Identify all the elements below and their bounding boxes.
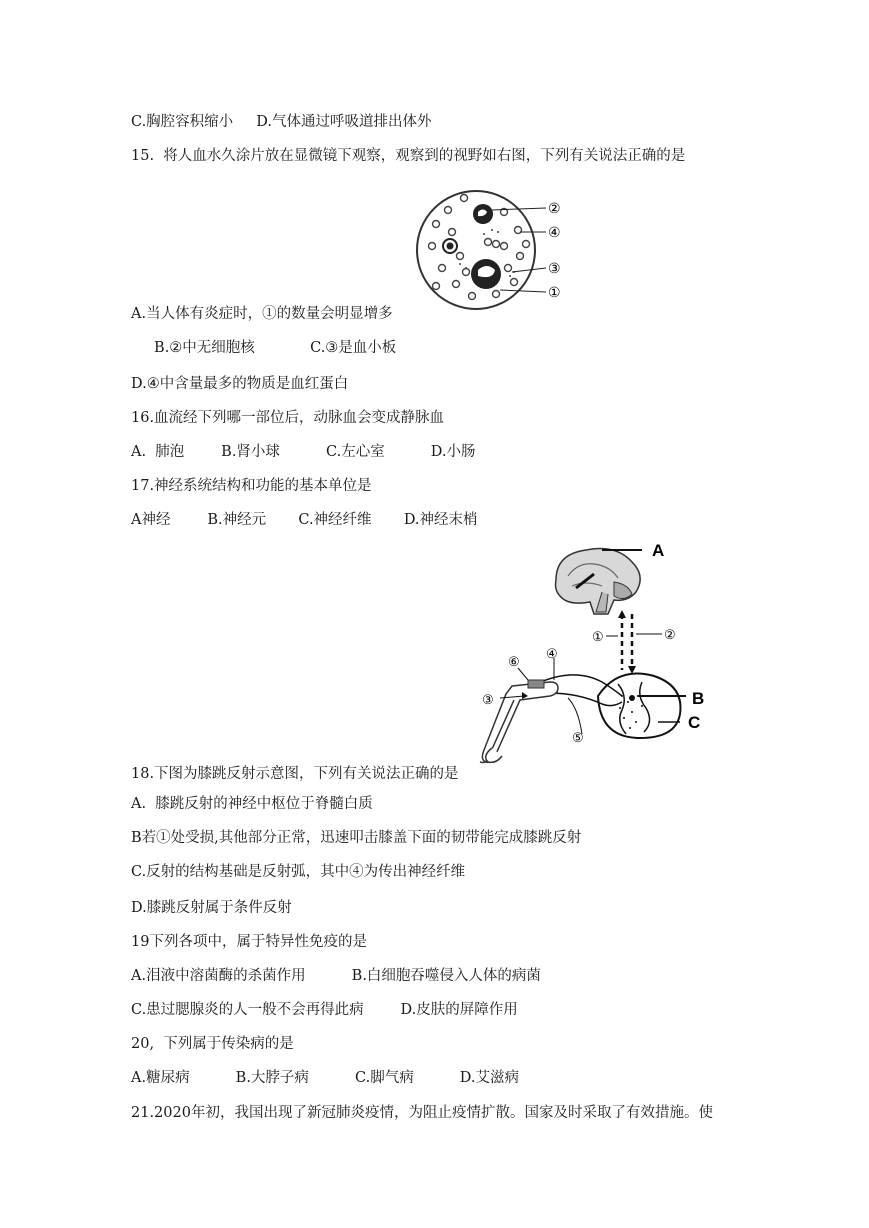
label-A: A	[652, 541, 665, 560]
question-21-stem: 21.2020年初，我国出现了新冠肺炎疫情，为阻止疫情扩散。国家及时采取了有效措施。使	[131, 1105, 713, 1121]
question-15-options-bc: B.②中无细胞核 C.③是血小板	[131, 340, 397, 356]
label-2: ②	[548, 201, 561, 217]
question-16-stem: 16.血流经下列哪一部位后，动脉血会变成静脉血	[131, 410, 445, 426]
question-18-option-b: B若①处受损,其他部分正常，迅速叩击膝盖下面的韧带能完成膝跳反射	[131, 830, 582, 846]
label-3: ③	[548, 261, 561, 277]
question-15-stem: 15. 将人血水久涂片放在显微镜下观察，观察到的视野如右图，下列有关说法正确的是	[131, 148, 686, 164]
question-15-option-d: D.④中含量最多的物质是血红蛋白	[131, 376, 349, 392]
label-4: ④	[548, 225, 561, 241]
label-circle-1: ①	[592, 630, 604, 645]
label-B: B	[692, 689, 705, 708]
blood-smear-figure	[412, 186, 572, 316]
question-18-option-a: A. 膝跳反射的神经中枢位于脊髓白质	[131, 796, 373, 812]
question-15-option-a: A.当人体有炎症时，①的数量会明显增多	[131, 306, 393, 322]
label-C: C	[688, 713, 701, 732]
question-18-option-c: C.反射的结构基础是反射弧，其中④为传出神经纤维	[131, 864, 466, 880]
question-20-options: A.糖尿病 B.大脖子病 C.脚气病 D.艾滋病	[131, 1070, 520, 1086]
question-19-stem: 19下列各项中，属于特异性免疫的是	[131, 934, 367, 950]
question-17-stem: 17.神经系统结构和功能的基本单位是	[131, 478, 372, 494]
label-circle-3: ③	[482, 693, 494, 708]
question-16-options: A. 肺泡 B.肾小球 C.左心室 D.小肠	[131, 444, 476, 460]
question-17-options: A神经 B.神经元 C.神经纤维 D.神经末梢	[131, 512, 478, 528]
question-19-options-ab: A.泪液中溶菌酶的杀菌作用 B.白细胞吞噬侵入人体的病菌	[131, 968, 541, 984]
question-20-stem: 20, 下列属于传染病的是	[131, 1036, 294, 1052]
label-circle-5: ⑤	[572, 731, 584, 746]
label-circle-2: ②	[664, 628, 676, 643]
question-18-option-d: D.膝跳反射属于条件反射	[131, 900, 292, 916]
brain-illustration	[556, 549, 641, 615]
label-circle-6: ⑥	[508, 655, 520, 670]
label-1: ①	[548, 285, 561, 301]
question-19-options-cd: C.患过腮腺炎的人一般不会再得此病 D.皮肤的屏障作用	[131, 1002, 518, 1018]
question-18-stem: 18.下图为膝跳反射示意图，下列有关说法正确的是	[131, 766, 459, 782]
knee-jerk-reflex-figure	[472, 536, 722, 776]
label-circle-4: ④	[546, 647, 558, 662]
text-line-1: C.胸腔容积缩小 D.气体通过呼吸道排出体外	[131, 114, 432, 130]
